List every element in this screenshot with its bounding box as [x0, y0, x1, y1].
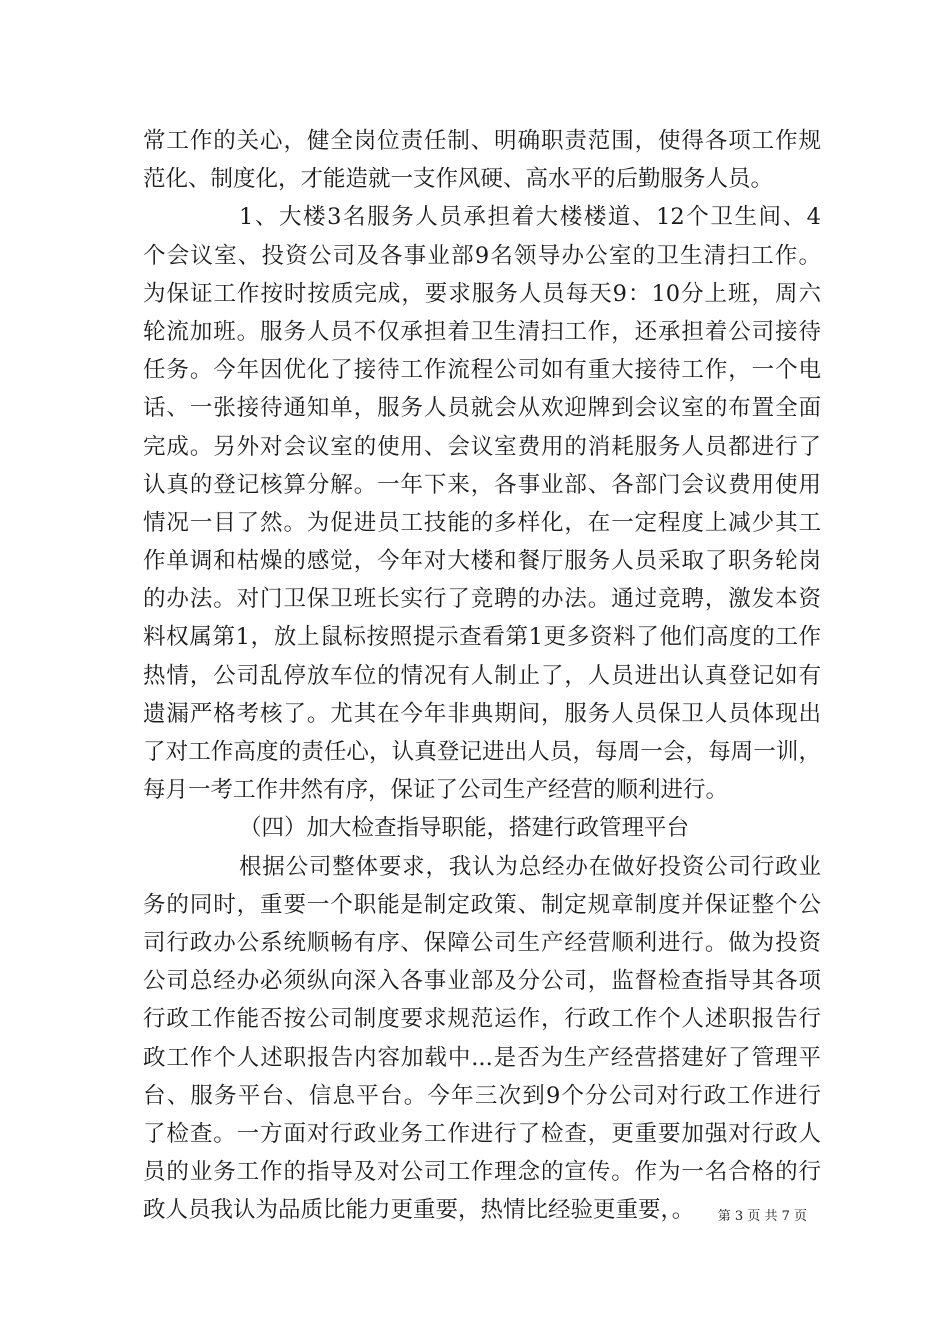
text-line: 1、大楼3名服务人员承担着大楼楼道、12个卫生间、4	[239, 204, 821, 231]
text-line: 热情，公司乱停放车位的情况有人制止了，人员进出认真登记如有	[143, 662, 821, 689]
text-line: 行政工作能否按公司制度要求规范运作，行政工作个人述职报告行	[143, 1006, 821, 1033]
text-line: 公司总经办必须纵向深入各事业部及分公司，监督检查指导其各项	[143, 968, 821, 995]
text-line: 遗漏严格考核了。尤其在今年非典期间，服务人员保卫人员体现出	[143, 700, 821, 727]
text-line: 根据公司整体要求，我认为总经办在做好投资公司行政业	[239, 853, 821, 880]
text-line: 了检查。一方面对行政业务工作进行了检查，更重要加强对行政人	[143, 1120, 821, 1147]
text-line: 情况一目了然。为促进员工技能的多样化，在一定程度上减少其工	[143, 509, 821, 536]
text-line: 的办法。对门卫保卫班长实行了竞聘的办法。通过竞聘，激发本资	[143, 586, 821, 613]
text-line: 认真的登记核算分解。一年下来，各事业部、各部门会议费用使用	[143, 471, 821, 498]
text-line: 了对工作高度的责任心，认真登记进出人员，每周一会，每周一训，	[143, 739, 821, 765]
text-line: 为保证工作按时按质完成，要求服务人员每天9：10分上班，周六	[143, 280, 821, 307]
text-line: 政人员我认为品质比能力更重要，热情比经验更重要，。	[143, 1197, 695, 1224]
text-line: 每月一考工作井然有序，保证了公司生产经营的顺利进行。	[143, 777, 729, 804]
text-line: 司行政办公系统顺畅有序、保障公司生产经营顺利进行。做为投资	[143, 929, 821, 956]
text-line: 员的业务工作的指导及对公司工作理念的宣传。作为一名合格的行	[143, 1159, 821, 1186]
text-line: 轮流加班。服务人员不仅承担着卫生清扫工作，还承担着公司接待	[143, 318, 821, 345]
text-line: 任务。今年因优化了接待工作流程公司如有重大接待工作，一个电	[143, 357, 821, 384]
text-line: 政工作个人述职报告内容加载中...是否为生产经营搭建好了管理平	[143, 1044, 821, 1071]
text-line: 常工作的关心，健全岗位责任制、明确职责范围，使得各项工作规	[143, 128, 821, 154]
text-line: （四）加大检查指导职能，搭建行政管理平台	[239, 815, 690, 842]
text-line: 料权属第1，放上鼠标按照提示查看第1更多资料了他们高度的工作	[143, 624, 821, 651]
page-number: 第 3 页 共 7 页	[717, 1209, 807, 1224]
text-line: 个会议室、投资公司及各事业部9名领导办公室的卫生清扫工作。	[143, 242, 821, 269]
text-line: 话、一张接待通知单，服务人员就会从欢迎牌到会议室的布置全面	[143, 395, 821, 422]
text-line: 范化、制度化，才能造就一支作风硬、高水平的后勤服务人员。	[143, 166, 774, 193]
text-line: 务的同时，重要一个职能是制定政策、制定规章制度并保证整个公	[143, 891, 821, 918]
text-line: 作单调和枯燥的感觉，今年对大楼和餐厅服务人员采取了职务轮岗	[143, 548, 821, 575]
text-line: 完成。另外对会议室的使用、会议室费用的消耗服务人员都进行了	[143, 433, 821, 460]
body-text	[143, 122, 821, 1229]
text-line: 台、服务平台、信息平台。今年三次到9个分公司对行政工作进行	[143, 1082, 821, 1109]
